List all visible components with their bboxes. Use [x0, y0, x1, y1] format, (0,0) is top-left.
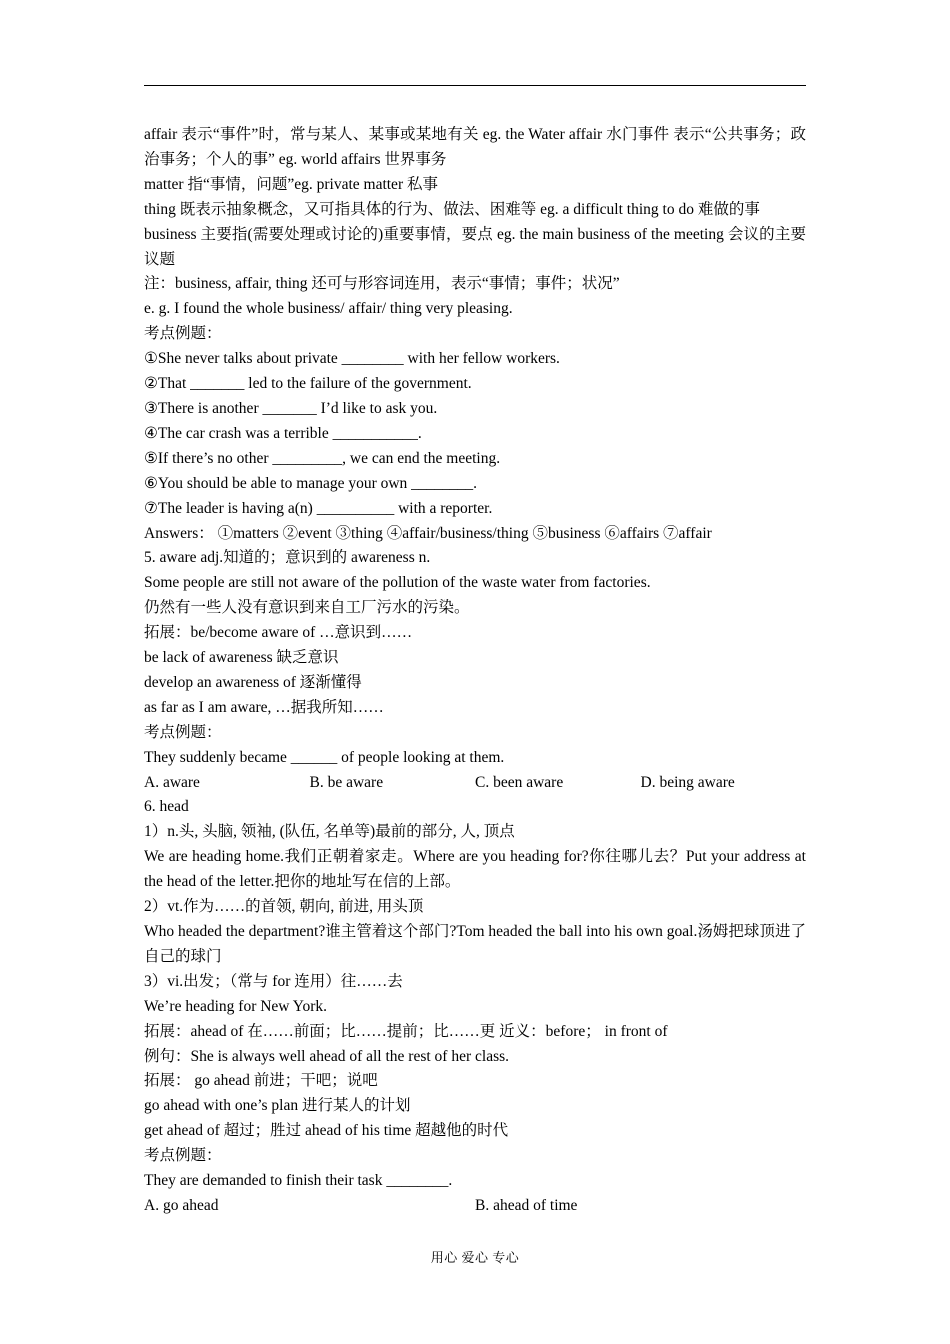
vocab-heading: 6. head: [144, 798, 189, 816]
text-line: thing 既表示抽象概念，又可指具体的行为、做法、困难等 eg. a difficult thing to do 难做的事: [144, 200, 760, 218]
text-line: e. g. I found the whole business/ affair/ thing very pleasing.: [144, 300, 513, 318]
exercise-line: ⑥You should be able to manage your own ________.: [144, 474, 478, 492]
document-body: [144, 123, 806, 1219]
text-line: be lack of awareness 缺乏意识: [144, 649, 339, 667]
answer-options: [144, 771, 806, 796]
text-line: We are heading home.我们正朝着家走。Where are you heading for?你往哪儿去？Put your address at the head of the letter.把你的地址写在信的上部。: [144, 848, 806, 891]
text-line: 仍然有一些人没有意识到来自工厂污水的污染。: [144, 599, 470, 617]
text-line: get ahead of 超过；胜过 ahead of his time 超越他的时代: [144, 1122, 509, 1140]
text-line: affair 表示“事件”时，常与某人、某事或某地有关 eg. the Water affair 水门事件 表示“公共事务；政治事务；个人的事” eg. world affairs 世界事务: [144, 126, 806, 168]
text-line: Who headed the department?谁主管着这个部门?Tom headed the ball into his own goal.汤姆把球顶进了自己的球门: [144, 923, 806, 965]
option-a: A. go ahead: [144, 1196, 219, 1214]
option-d: D. being aware: [640, 773, 735, 791]
option-b: B. ahead of time: [475, 1196, 578, 1214]
text-line: 注：business, affair, thing 还可与形容词连用，表示“事情；事件；状况”: [144, 275, 620, 293]
text-line: 拓展：be/become aware of …意识到……: [144, 624, 413, 642]
text-line: as far as I am aware, …据我所知……: [144, 698, 384, 716]
text-line: 例句：She is always well ahead of all the rest of her class.: [144, 1047, 510, 1065]
vocab-heading: 5. aware adj.知道的；意识到的 awareness n.: [144, 549, 431, 567]
text-line: 拓展： go ahead 前进；干吧；说吧: [144, 1072, 378, 1090]
page-footer: 用心 爱心 专心: [430, 1250, 520, 1265]
exercise-line: ⑤If there’s no other _________, we can end the meeting.: [144, 449, 501, 467]
text-line: 拓展：ahead of 在……前面；比……提前；比……更 近义：before； in front of: [144, 1022, 668, 1040]
text-line: We’re heading for New York.: [144, 997, 327, 1015]
text-line: Some people are still not aware of the pollution of the waste water from factories.: [144, 574, 651, 592]
section-heading: 考点例题：: [144, 325, 222, 343]
exercise-line: They suddenly became ______ of people looking at them.: [144, 748, 505, 766]
text-line: matter 指“事情，问题”eg. private matter 私事: [144, 175, 438, 193]
exercise-line: They are demanded to finish their task ________.: [144, 1172, 453, 1190]
exercise-line: ⑦The leader is having a(n) __________ with a reporter.: [144, 499, 493, 517]
exercise-line: ④The car crash was a terrible ___________.: [144, 424, 422, 442]
exercise-line: ①She never talks about private ________ with her fellow workers.: [144, 350, 560, 368]
text-line: 1）n.头, 头脑, 领袖, (队伍, 名单等)最前的部分, 人, 顶点: [144, 823, 515, 841]
text-line: 2）vt.作为……的首领, 朝向, 前进, 用头顶: [144, 898, 424, 916]
answers-line: Answers： ①matters ②event ③thing ④affair/business/thing ⑤business ⑥affairs ⑦affair: [144, 524, 712, 542]
text-line: 3）vi.出发；（常与 for 连用）往……去: [144, 972, 403, 990]
exercise-line: ③There is another _______ I’d like to ask you.: [144, 399, 438, 417]
option-c: C. been aware: [475, 773, 564, 791]
text-line: go ahead with one’s plan 进行某人的计划: [144, 1097, 411, 1115]
section-heading: 考点例题：: [144, 723, 222, 741]
text-line: develop an awareness of 逐渐懂得: [144, 673, 362, 691]
text-line: business 主要指(需要处理或讨论的)重要事情，要点 eg. the main business of the meeting 会议的主要议题: [144, 225, 806, 268]
option-a: A. aware: [144, 773, 200, 791]
header-rule: [144, 85, 806, 86]
section-heading: 考点例题：: [144, 1147, 222, 1165]
option-b: B. be aware: [309, 773, 384, 791]
exercise-line: ②That _______ led to the failure of the government.: [144, 375, 472, 393]
answer-options: [144, 1194, 806, 1219]
